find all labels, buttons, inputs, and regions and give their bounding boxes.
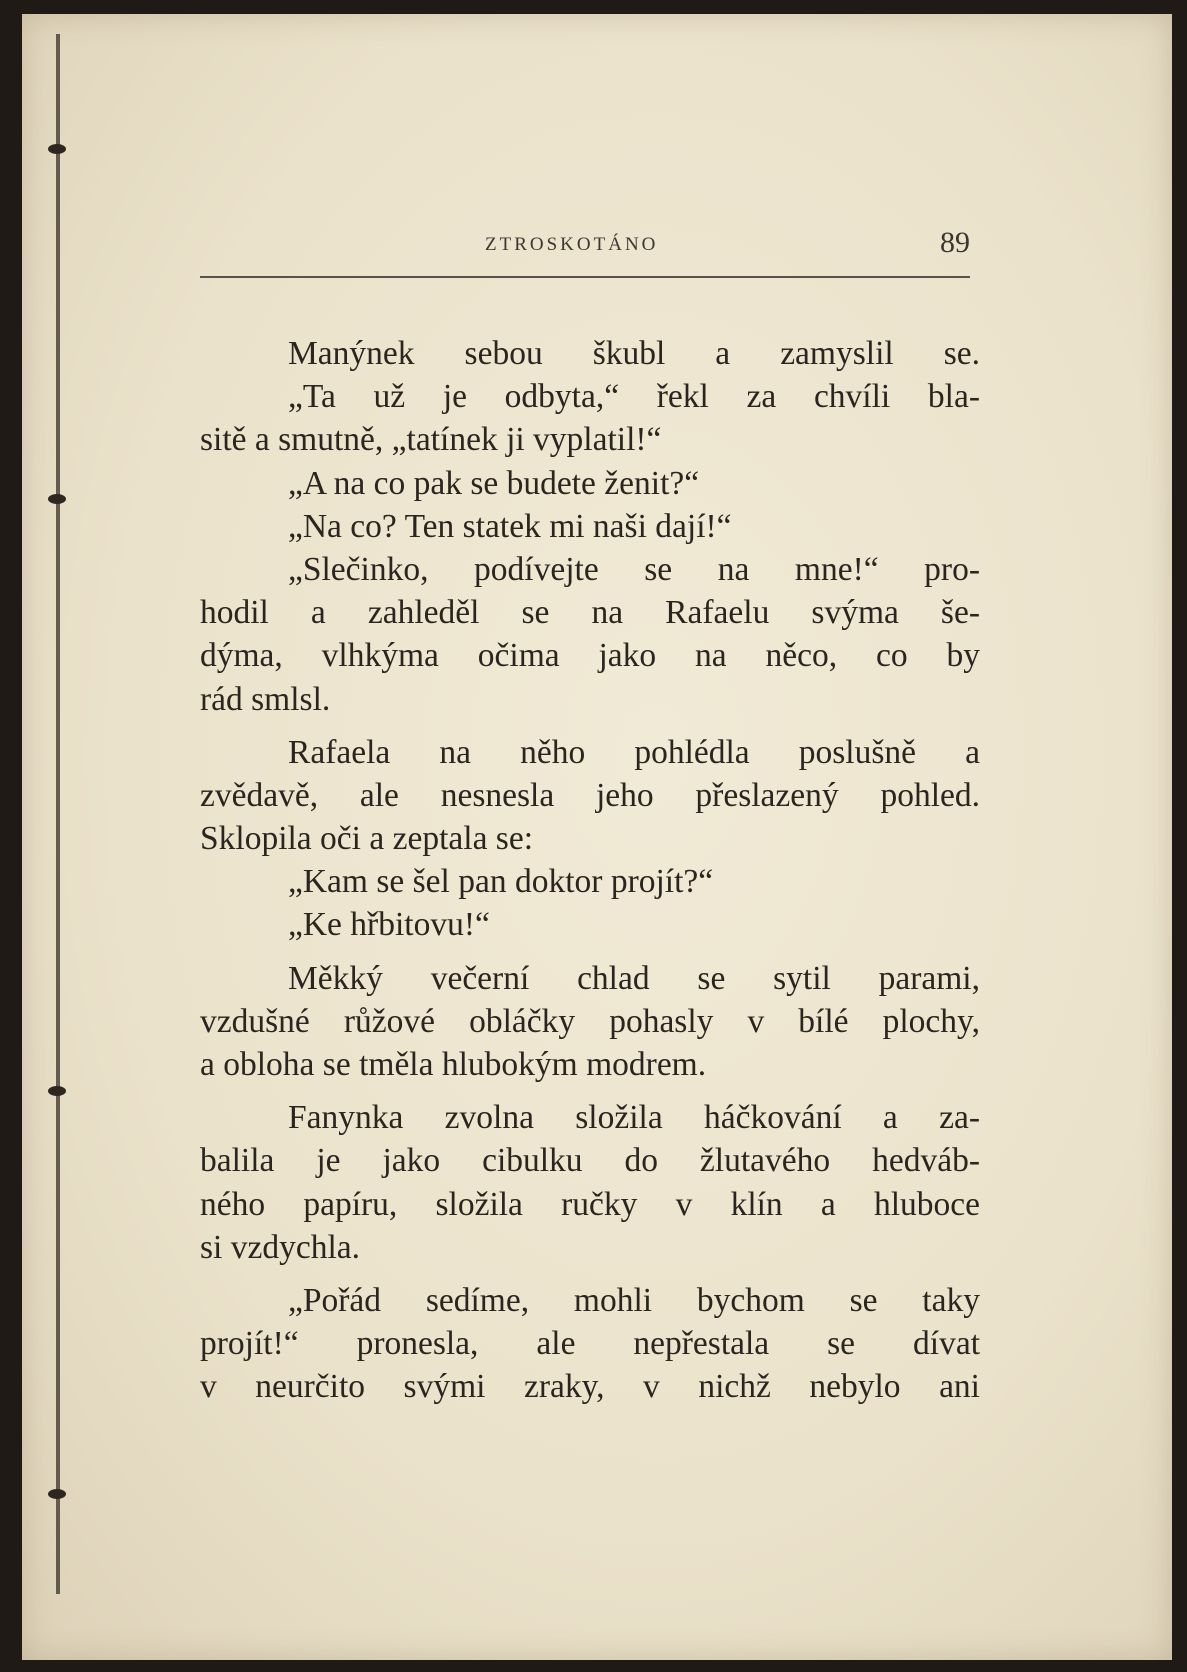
spine-mark	[48, 1086, 66, 1096]
spine-mark	[48, 494, 66, 504]
text-line: „Ke hřbitovu!“	[288, 906, 490, 944]
page-body-text	[200, 332, 980, 1409]
text-line: Měkký večerní chlad se sytil parami,	[288, 959, 980, 997]
text-line: sitě a smutně, „tatínek ji vyplatil!“	[200, 421, 662, 459]
text-line: „Pořád sedíme, mohli bychom se taky	[288, 1281, 980, 1319]
text-line: „Slečinko, podívejte se na mne!“ pro-	[288, 550, 980, 588]
page-spine-edge	[56, 34, 60, 1594]
text-line: ného papíru, složila ručky v klín a hluboce	[200, 1185, 980, 1223]
text-line: „Kam se šel pan doktor projít?“	[288, 863, 714, 901]
book-page	[22, 14, 1172, 1660]
header-rule	[200, 276, 970, 278]
spine-mark	[48, 144, 66, 154]
text-line: zvědavě, ale nesnesla jeho přeslazený pohled.	[200, 776, 980, 814]
text-line: „Na co? Ten statek mi naši dají!“	[288, 507, 732, 545]
text-line: hodil a zahleděl se na Rafaelu svýma še-	[200, 594, 980, 632]
text-line: „A na co pak se budete ženit?“	[288, 464, 700, 502]
page-number: 89	[940, 226, 970, 259]
text-line: Rafaela na něho pohlédla poslušně a	[288, 733, 980, 771]
running-title: ZTROSKOTÁNO	[485, 234, 659, 255]
text-line: si vzdychla.	[200, 1228, 361, 1266]
text-line: vzdušné růžové obláčky pohasly v bílé plochy,	[200, 1002, 980, 1040]
text-line: projít!“ pronesla, ale nepřestala se dívat	[200, 1325, 980, 1363]
text-line: a obloha se tměla hlubokým modrem.	[200, 1046, 707, 1083]
spine-mark	[48, 1489, 66, 1499]
text-line: Fanynka zvolna složila háčkování a za-	[288, 1099, 980, 1137]
text-line: Manýnek sebou škubl a zamyslil se.	[288, 335, 980, 372]
text-line: Sklopila oči a zeptala se:	[200, 820, 534, 858]
running-head	[200, 228, 970, 262]
text-line: v neurčito svými zraky, v nichž nebylo ani	[200, 1368, 980, 1406]
text-line: balila je jako cibulku do žlutavého hedváb-	[200, 1142, 980, 1180]
text-line: „Ta už je odbyta,“ řekl za chvíli bla-	[288, 378, 980, 416]
text-line: dýma, vlhkýma očima jako na něco, co by	[200, 637, 980, 675]
text-line: rád smlsl.	[200, 680, 331, 718]
